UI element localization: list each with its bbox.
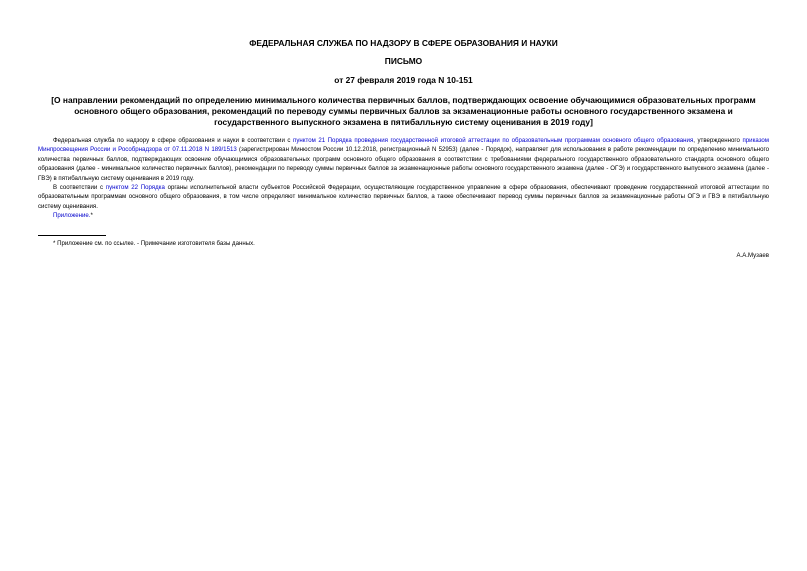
paragraph-2-text-2: органы исполнительной власти субъектов Российской Федерации, осуществляющие государственное управление в сфере образования, обеспечивают проведение государственной итоговой аттестации по образовательным программам основного общего образования, в том числе определяют минимальное количество первичных баллов, а также обеспечивают перевод суммы первичных баллов за экзаменационные работы ОГЭ и ГВЭ в пятибалльную систему оценивания. bbox=[38, 184, 770, 210]
paragraph-2-text-1: В соответствии с bbox=[53, 184, 106, 192]
link-appendix[interactable]: Приложение. bbox=[53, 212, 91, 220]
paragraph-1-text-1: Федеральная служба по надзору в сфере образования и науки в соответствии с bbox=[53, 137, 294, 144]
link-punkt-21-poryadka[interactable]: пунктом 21 Порядка проведения государственной итоговой аттестации по образовательным программам основного общего образования bbox=[293, 137, 694, 144]
paragraph-1-text-2: , утвержденного bbox=[693, 137, 743, 144]
document-body bbox=[38, 136, 769, 221]
signature: А.А.Музаев bbox=[736, 252, 769, 259]
paragraph-1 bbox=[38, 136, 769, 183]
paragraph-2 bbox=[38, 183, 769, 211]
footnote-text: * Приложение см. по ссылке. - Примечание изготовителя базы данных. bbox=[53, 240, 255, 247]
document-title: [О направлении рекомендаций по определению минимального количества первичных баллов, подтверждающих освоение обучающимися образовательных программ основного общего образования, рекомендаций по переводу суммы первичных баллов за экзаменационные работы основного государственного экзамена и государственного выпускного экзамена в пятибалльную систему оценивания в 2019 году] bbox=[51, 95, 756, 127]
footnote-divider bbox=[38, 235, 106, 236]
agency-name: ФЕДЕРАЛЬНАЯ СЛУЖБА ПО НАДЗОРУ В СФЕРЕ ОБРАЗОВАНИЯ И НАУКИ bbox=[249, 38, 558, 48]
appendix-line bbox=[38, 211, 769, 220]
link-punkt-22-poryadka[interactable]: пунктом 22 Порядка bbox=[105, 184, 165, 192]
appendix-footnote-mark: * bbox=[90, 212, 93, 220]
link-prikaz-189-1513[interactable]: приказом Минпросвещения России и Рособрнадзора от 07.11.2018 N 189/1513 bbox=[38, 137, 770, 154]
document-date: от 27 февраля 2019 года N 10-151 bbox=[334, 75, 473, 85]
paragraph-1-text-3: (зарегистрирован Минюстом России 10.12.2018, регистрационный N 52953) (далее - Порядок), направляет для использования в работе рекомендации по определению минимального количества первичных баллов, подтверждающих освоение обучающимися образовательных программ основного общего образования в соответствии с требованиями федерального государственного образовательного стандарта основного общего образования (далее - минимальное количество первичных баллов), рекомендации по переводу суммы первичных баллов за экзаменационные работы основного государственного экзамена (далее - ОГЭ) и государственного выпускного экзамена (далее - ГВЭ) в пятибалльную систему оценивания в 2019 году. bbox=[38, 146, 769, 182]
document-type: ПИСЬМО bbox=[384, 56, 423, 66]
